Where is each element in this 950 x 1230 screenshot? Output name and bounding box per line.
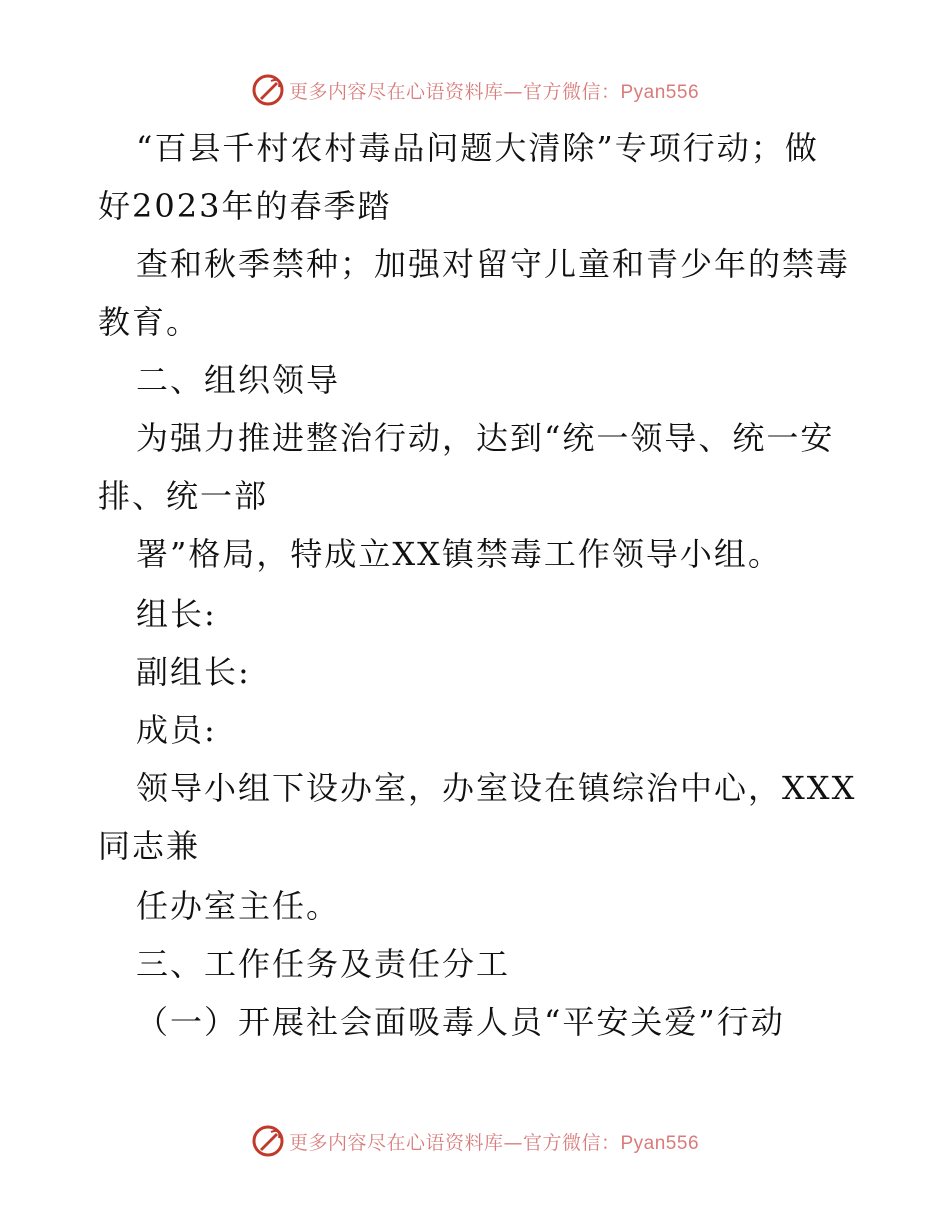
watermark-text: 更多内容尽在心语资料库—官方微信：Pyan556	[288, 1131, 700, 1154]
paragraph-line: 教育。	[98, 303, 201, 341]
watermark-text: 更多内容尽在心语资料库—官方微信：Pyan556	[288, 80, 700, 103]
paragraph-line: 领导小组下设办室，办室设在镇综治中心，XXX	[136, 769, 857, 807]
role-label-deputy: 副组长:	[136, 653, 251, 691]
subsection-heading: （一）开展社会面吸毒人员“平安关爱”行动	[136, 1003, 785, 1041]
watermark-id: Pyan556	[620, 1132, 700, 1154]
quill-logo-icon	[251, 73, 285, 107]
section-heading: 三、工作任务及责任分工	[136, 945, 511, 983]
role-label-members: 成员:	[136, 711, 217, 749]
paragraph-line: 任办室主任。	[136, 887, 341, 925]
paragraph-line: 排、统一部	[98, 477, 269, 515]
section-heading: 二、组织领导	[136, 361, 341, 399]
watermark-id: Pyan556	[620, 81, 700, 103]
paragraph-line: 好2023年的春季踏	[98, 187, 392, 225]
role-label-leader: 组长:	[136, 595, 217, 633]
quill-logo-icon	[251, 1124, 285, 1158]
footer-watermark	[0, 1121, 950, 1161]
paragraph-line: 署”格局，特成立XX镇禁毒工作领导小组。	[136, 535, 782, 573]
paragraph-line: 为强力推进整治行动，达到“统一领导、统一安	[136, 419, 835, 457]
paragraph-line: 查和秋季禁种；加强对留守儿童和青少年的禁毒	[136, 245, 851, 283]
header-watermark	[0, 70, 950, 110]
paragraph-line: 同志兼	[98, 827, 201, 865]
paragraph-line: “百县千村农村毒品问题大清除”专项行动；做	[136, 129, 819, 167]
